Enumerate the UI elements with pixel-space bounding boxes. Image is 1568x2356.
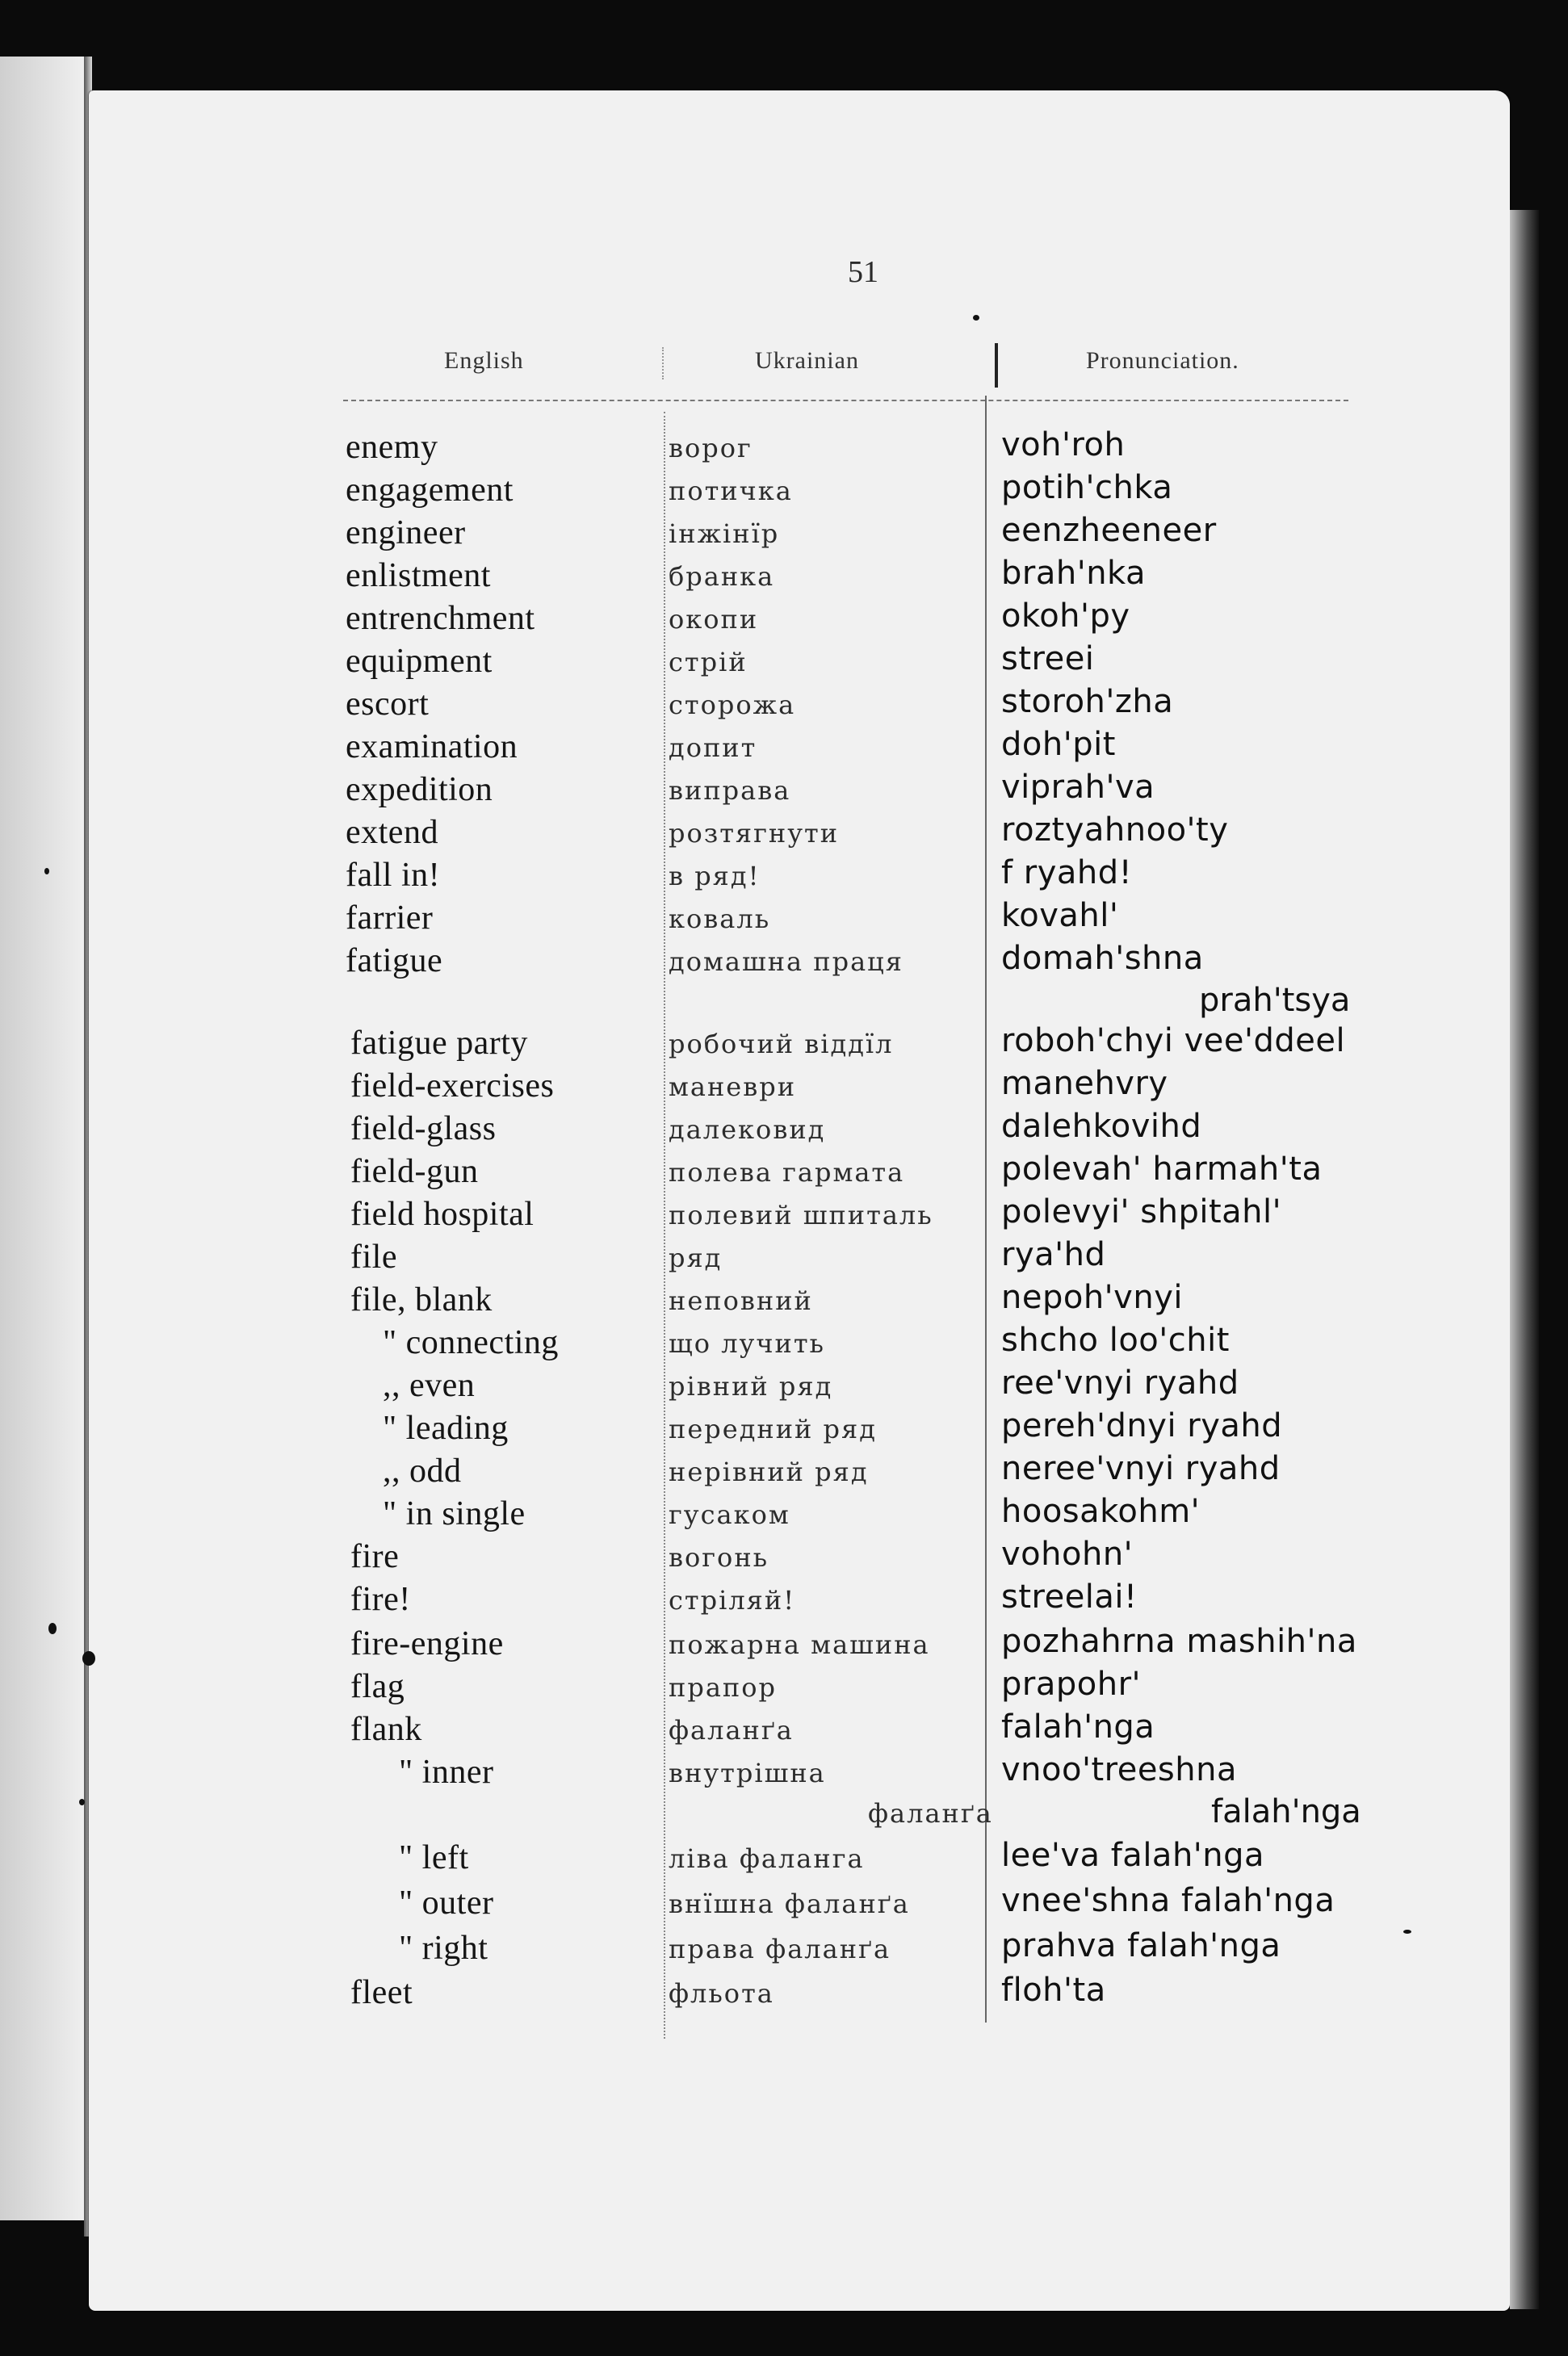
glossary-row bbox=[0, 1152, 1568, 1194]
pronunciation: vohohn' bbox=[1001, 1536, 1134, 1573]
pronunciation: streei bbox=[1001, 640, 1095, 677]
header-divider-ukrainian bbox=[662, 347, 664, 379]
glossary-row bbox=[0, 1109, 1568, 1151]
pronunciation: vnoo'treeshna bbox=[1001, 1751, 1237, 1788]
pronunciation-continuation: prah'tsya bbox=[1199, 982, 1351, 1019]
glossary-row bbox=[0, 514, 1568, 555]
english-term: entrenchment bbox=[346, 600, 535, 637]
ukrainian-term: внутрішна bbox=[669, 1758, 826, 1788]
glossary-row bbox=[0, 1323, 1568, 1365]
pronunciation: roboh'chyi vee'ddeel bbox=[1001, 1022, 1346, 1059]
glossary-row bbox=[0, 1195, 1568, 1237]
ukrainian-term: виправа bbox=[669, 775, 791, 806]
english-term: " in single bbox=[383, 1495, 526, 1532]
english-term: expedition bbox=[346, 771, 493, 808]
ukrainian-term: прапор bbox=[669, 1672, 777, 1703]
ukrainian-term: допит bbox=[669, 732, 757, 763]
glossary-row bbox=[0, 599, 1568, 641]
ink-speck bbox=[44, 868, 49, 874]
glossary-row bbox=[0, 1624, 1568, 1666]
ukrainian-term: ліва фаланга bbox=[669, 1843, 865, 1874]
glossary-row bbox=[0, 642, 1568, 684]
english-term: fall in! bbox=[346, 857, 441, 894]
glossary-row bbox=[0, 770, 1568, 812]
ink-speck bbox=[82, 1651, 95, 1666]
english-term: " connecting bbox=[383, 1324, 559, 1361]
glossary-row bbox=[0, 471, 1568, 513]
pronunciation-continuation: falah'nga bbox=[1211, 1793, 1361, 1830]
english-term: engineer bbox=[346, 514, 466, 551]
glossary-row bbox=[0, 1667, 1568, 1709]
ink-speck bbox=[973, 315, 979, 321]
ukrainian-term: фльота bbox=[669, 1978, 774, 2009]
glossary-row bbox=[0, 899, 1568, 941]
ukrainian-term: інжінїр bbox=[669, 518, 780, 549]
english-term: enemy bbox=[346, 429, 438, 466]
ukrainian-continuation: фаланґа bbox=[868, 1798, 993, 1829]
english-term: " left bbox=[399, 1839, 469, 1876]
ink-speck bbox=[79, 1799, 85, 1805]
english-term: engagement bbox=[346, 472, 514, 509]
ink-speck bbox=[48, 1623, 57, 1634]
pronunciation: voh'roh bbox=[1001, 426, 1126, 463]
pronunciation: pereh'dnyi ryahd bbox=[1001, 1407, 1283, 1444]
ukrainian-term: ворог bbox=[669, 433, 753, 463]
ukrainian-term: стрій bbox=[669, 647, 748, 677]
glossary-row bbox=[0, 1884, 1568, 1926]
english-term: fleet bbox=[350, 1974, 413, 2011]
glossary-row bbox=[0, 1537, 1568, 1579]
english-term: fatigue bbox=[346, 942, 443, 979]
pronunciation: pozhahrna mashih'na bbox=[1001, 1623, 1357, 1660]
english-term: enlistment bbox=[346, 557, 491, 594]
english-term: field hospital bbox=[350, 1196, 535, 1233]
pronunciation: okoh'py bbox=[1001, 597, 1130, 635]
pronunciation: nepoh'vnyi bbox=[1001, 1279, 1183, 1316]
ukrainian-term: нерівний ряд bbox=[669, 1457, 869, 1487]
glossary-row bbox=[0, 1751, 1568, 1830]
english-term: field-exercises bbox=[350, 1067, 555, 1105]
english-term: " right bbox=[399, 1930, 488, 1967]
ukrainian-term: робочий віддїл bbox=[669, 1029, 894, 1059]
english-term: file bbox=[350, 1239, 397, 1276]
glossary-row bbox=[0, 685, 1568, 727]
english-term: fire! bbox=[350, 1581, 411, 1618]
header-divider-pronunciation bbox=[995, 343, 998, 388]
glossary-row bbox=[0, 1366, 1568, 1408]
glossary-row bbox=[0, 1024, 1568, 1066]
ukrainian-term: вогонь bbox=[669, 1542, 769, 1573]
glossary-row bbox=[0, 1710, 1568, 1752]
ukrainian-term: права фаланґа bbox=[669, 1934, 891, 1964]
ukrainian-term: неповний bbox=[669, 1285, 813, 1316]
ukrainian-term: стріляй! bbox=[669, 1585, 796, 1616]
pronunciation: manehvry bbox=[1001, 1065, 1168, 1102]
english-term: " outer bbox=[399, 1884, 494, 1922]
ukrainian-term: далековид bbox=[669, 1114, 826, 1145]
column-header-english: English bbox=[444, 347, 524, 374]
pronunciation: viprah'va bbox=[1001, 769, 1155, 806]
ukrainian-term: передний ряд bbox=[669, 1414, 877, 1444]
glossary-row bbox=[0, 1838, 1568, 1880]
ukrainian-term: окопи bbox=[669, 604, 759, 635]
ukrainian-term: в ряд! bbox=[669, 861, 761, 891]
pronunciation: prahva falah'nga bbox=[1001, 1927, 1281, 1964]
english-term: file, blank bbox=[350, 1281, 493, 1318]
english-term: fatigue party bbox=[350, 1025, 528, 1062]
ukrainian-term: бранка bbox=[669, 561, 775, 592]
pronunciation: doh'pit bbox=[1001, 726, 1116, 763]
ukrainian-term: що лучить bbox=[669, 1328, 825, 1359]
pronunciation: falah'nga bbox=[1001, 1708, 1155, 1746]
pronunciation: ree'vnyi ryahd bbox=[1001, 1365, 1239, 1402]
ukrainian-term: фаланґа bbox=[669, 1715, 794, 1746]
ukrainian-term: внїшна фаланґа bbox=[669, 1889, 910, 1919]
glossary-row bbox=[0, 727, 1568, 769]
ukrainian-term: пожарна машина bbox=[669, 1629, 930, 1660]
ukrainian-term: сторожа bbox=[669, 690, 796, 720]
ukrainian-term: рівний ряд bbox=[669, 1371, 833, 1402]
glossary-row bbox=[0, 940, 1568, 1019]
glossary-row bbox=[0, 1929, 1568, 1971]
glossary-row bbox=[0, 1495, 1568, 1536]
pronunciation: domah'shna bbox=[1001, 940, 1204, 977]
pronunciation: floh'ta bbox=[1001, 1972, 1106, 2009]
english-term: flag bbox=[350, 1668, 405, 1705]
pronunciation: hoosakohm' bbox=[1001, 1493, 1201, 1530]
english-term: ,, odd bbox=[383, 1453, 462, 1490]
pronunciation: storoh'zha bbox=[1001, 683, 1174, 720]
glossary-row bbox=[0, 428, 1568, 470]
pronunciation: shcho loo'chit bbox=[1001, 1322, 1230, 1359]
pronunciation: rya'hd bbox=[1001, 1236, 1106, 1273]
english-term: " leading bbox=[383, 1410, 509, 1447]
pronunciation: dalehkovihd bbox=[1001, 1108, 1202, 1145]
english-term: fire bbox=[350, 1538, 400, 1575]
pronunciation: streelai! bbox=[1001, 1578, 1138, 1616]
english-term: escort bbox=[346, 685, 430, 723]
glossary-row bbox=[0, 1238, 1568, 1280]
ukrainian-term: домашна праця bbox=[669, 946, 903, 977]
column-header-pronunciation: Pronunciation. bbox=[1086, 347, 1239, 374]
english-term: fire-engine bbox=[350, 1625, 504, 1662]
pronunciation: prapohr' bbox=[1001, 1666, 1142, 1703]
english-term: field-gun bbox=[350, 1153, 479, 1190]
english-term: field-glass bbox=[350, 1110, 497, 1147]
english-term: ,, even bbox=[383, 1367, 476, 1404]
ukrainian-term: ряд bbox=[669, 1243, 723, 1273]
glossary-row bbox=[0, 856, 1568, 898]
glossary-row bbox=[0, 1452, 1568, 1494]
ukrainian-term: потичка bbox=[669, 476, 793, 506]
ukrainian-term: маневри bbox=[669, 1071, 797, 1102]
glossary-row bbox=[0, 1281, 1568, 1323]
glossary-row bbox=[0, 813, 1568, 855]
ukrainian-term: полева гармата bbox=[669, 1157, 905, 1188]
ukrainian-term: розтягнути bbox=[669, 818, 840, 849]
pronunciation: lee'va falah'nga bbox=[1001, 1837, 1265, 1874]
ukrainian-term: гусаком bbox=[669, 1499, 790, 1530]
pronunciation: vnee'shna falah'nga bbox=[1001, 1882, 1335, 1919]
pronunciation: polevyi' shpitahl' bbox=[1001, 1193, 1282, 1230]
pronunciation: neree'vnyi ryahd bbox=[1001, 1450, 1281, 1487]
pronunciation: f ryahd! bbox=[1001, 854, 1133, 891]
ink-speck bbox=[1403, 1930, 1411, 1934]
pronunciation: kovahl' bbox=[1001, 897, 1119, 934]
glossary-row bbox=[0, 1580, 1568, 1622]
english-term: flank bbox=[350, 1711, 422, 1748]
glossary-row bbox=[0, 1409, 1568, 1451]
glossary-row bbox=[0, 1067, 1568, 1109]
ukrainian-term: коваль bbox=[669, 903, 771, 934]
english-term: extend bbox=[346, 814, 438, 851]
header-rule bbox=[343, 400, 1348, 401]
pronunciation: polevah' harmah'ta bbox=[1001, 1151, 1323, 1188]
english-term: equipment bbox=[346, 643, 493, 680]
ukrainian-term: полевий шпиталь bbox=[669, 1200, 933, 1230]
glossary-row bbox=[0, 1973, 1568, 2015]
english-term: farrier bbox=[346, 899, 434, 937]
english-term: " inner bbox=[399, 1754, 494, 1791]
pronunciation: roztyahnoo'ty bbox=[1001, 811, 1229, 849]
pronunciation: eenzheeneer bbox=[1001, 512, 1217, 549]
english-term: examination bbox=[346, 728, 518, 765]
column-header-ukrainian: Ukrainian bbox=[755, 347, 859, 374]
pronunciation: potih'chka bbox=[1001, 469, 1173, 506]
pronunciation: brah'nka bbox=[1001, 555, 1147, 592]
glossary-row bbox=[0, 556, 1568, 598]
